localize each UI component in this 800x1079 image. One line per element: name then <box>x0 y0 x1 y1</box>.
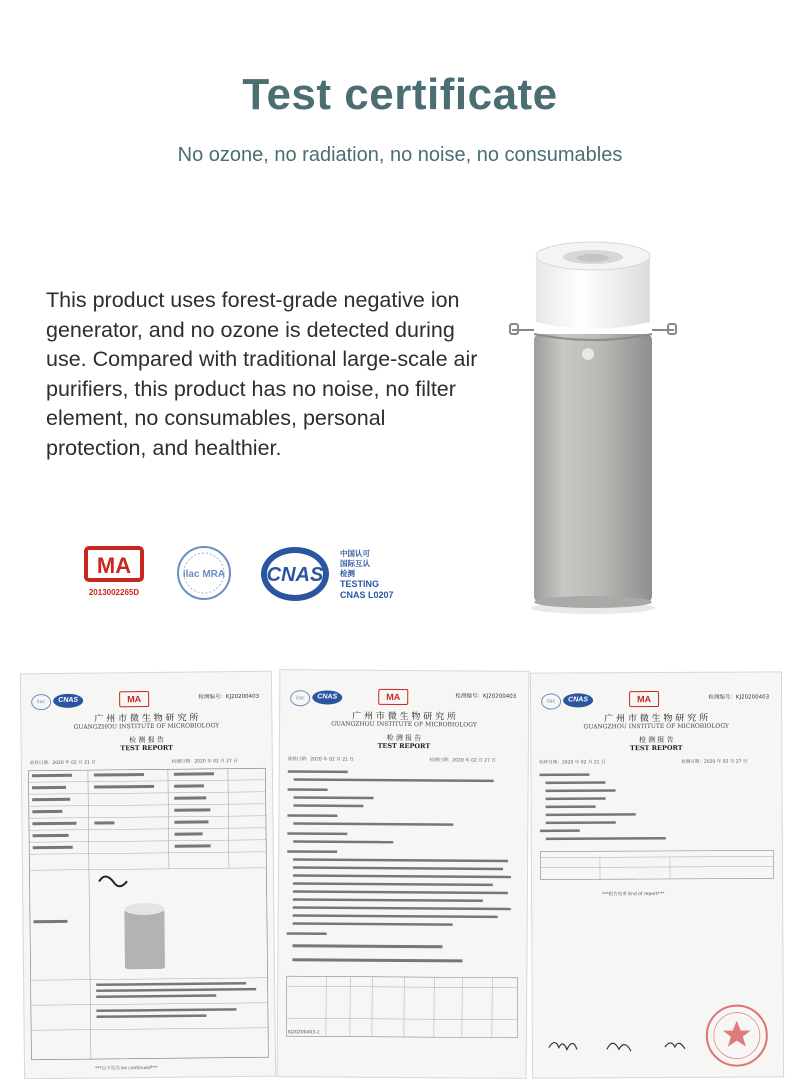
report-result-section <box>539 770 775 1071</box>
report-title-en: TEST REPORT <box>120 743 174 753</box>
cma-logo-code: 2013002265D <box>88 588 140 597</box>
cma-logo <box>86 548 142 597</box>
ilac-mini-icon: ilac <box>541 693 561 709</box>
cnas-cn-line-2: 国际互认 <box>340 559 370 568</box>
report-institute: 广 州 市 微 生 物 研 究 所 <box>94 713 199 725</box>
report-title-en: TEST REPORT <box>630 743 683 753</box>
report-date-received: 收样日期：2020 年 02 月 21 日 <box>287 757 354 763</box>
ilac-logo-text: ilac MRA <box>182 569 226 580</box>
report-footer: ***报告结束 End of report*** <box>602 891 665 898</box>
report-date-received: 收样日期：2020 年 02 月 21 日 <box>29 760 96 767</box>
report-date-analyzed: 检测日期：2020 年 02 月 27 日 <box>171 759 238 765</box>
ilac-mini-icon: ilac <box>290 690 310 706</box>
report-footer: ***以下页为 be continued*** <box>95 1065 158 1072</box>
page-title: Test certificate <box>242 70 558 119</box>
report-institute: 广 州 市 微 生 物 研 究 所 <box>604 713 709 725</box>
report-title-cn: 检 测 报 告 <box>129 735 164 745</box>
cma-logo-text: MA <box>96 553 132 578</box>
test-report-page-1 <box>20 671 276 1079</box>
report-body-text <box>286 768 520 1050</box>
certification-logos <box>80 540 440 610</box>
ilac-mini-icon: ilac <box>31 694 51 710</box>
report-institute: 广 州 市 微 生 物 研 究 所 <box>352 711 457 723</box>
product-body <box>534 334 652 602</box>
official-red-seal <box>707 1005 767 1065</box>
test-report-page-3 <box>530 671 784 1078</box>
page-subtitle: No ozone, no radiation, no noise, no consumables <box>177 144 623 166</box>
cma-mini-icon: MA <box>378 689 408 705</box>
product-description: This product uses forest-grade negative ion generator, and no ozone is detected during use. Compared with traditional large-scale air purifiers, this product has no noise, no filter element, no consumables, personal protection, and healthier. <box>46 288 478 460</box>
report-table <box>28 768 269 1060</box>
signatures <box>549 1042 685 1052</box>
report-test-number: 检测编号：KJ20200403 <box>455 693 517 700</box>
report-date-analyzed: 检测日期：2020 年 02 月 27 日 <box>681 759 748 765</box>
cma-mini-icon: MA <box>629 691 659 707</box>
report-institute-en: GUANGZHOU INSTITUTE OF MICROBIOLOGY <box>583 722 730 731</box>
cnas-mini-icon: CNAS <box>563 693 593 707</box>
report-footer: KJ20200403-1 <box>287 1030 320 1036</box>
cnas-en-line-1: TESTING <box>340 579 380 589</box>
cnas-mini-icon: CNAS <box>53 694 83 708</box>
test-report-page-2 <box>277 669 530 1079</box>
report-test-number: 检测编号：KJ20200403 <box>708 694 770 701</box>
cnas-logo <box>261 547 394 601</box>
cnas-mini-icon: CNAS <box>312 690 342 704</box>
cnas-cn-line-3: 检测 <box>340 569 355 578</box>
report-title-en: TEST REPORT <box>377 741 431 751</box>
cnas-cn-line-1: 中国认可 <box>340 549 370 558</box>
test-report-gallery <box>0 660 800 1079</box>
report-title-cn: 检 测 报 告 <box>386 733 422 743</box>
report-institute-en: GUANGZHOU INSTITUTE OF MICROBIOLOGY <box>73 722 220 731</box>
cnas-logo-text: CNAS <box>266 564 324 586</box>
report-institute-en: GUANGZHOU INSTITUTE OF MICROBIOLOGY <box>331 720 477 729</box>
cnas-en-line-2: CNAS L0207 <box>340 590 394 600</box>
cma-mini-icon: MA <box>119 691 149 707</box>
report-date-analyzed: 检测日期：2020 年 02 月 27 日 <box>429 758 496 764</box>
product-image <box>508 236 678 616</box>
ilac-mra-logo <box>178 547 230 599</box>
report-test-number: 检测编号：KJ20200403 <box>198 693 260 701</box>
sample-photo <box>99 876 165 970</box>
report-date-received: 收样日期：2020 年 02 月 21 日 <box>539 760 606 766</box>
report-title-cn: 检 测 报 告 <box>638 735 674 745</box>
